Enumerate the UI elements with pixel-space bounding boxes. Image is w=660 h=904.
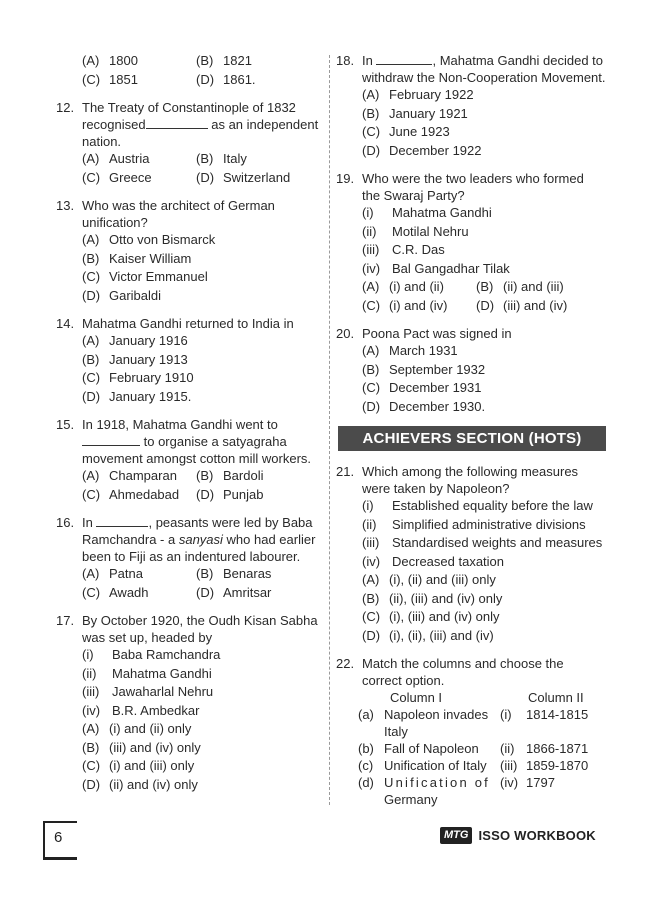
option-label: (A) (362, 279, 380, 294)
option-text: Awadh (109, 584, 149, 600)
option-text: 1821 (223, 53, 252, 68)
option-text: Bardoli (223, 468, 264, 483)
option-label: (C) (82, 758, 101, 773)
option-text: (iii) and (iv) only (109, 739, 201, 755)
question-text: the Swaraj Party? (362, 188, 465, 203)
match-value: 1797 (526, 775, 555, 790)
question-number: 12. (56, 100, 75, 115)
page-number: 6 (54, 829, 63, 846)
question-text: Who was the architect of German (82, 198, 275, 213)
option-label: (A) (82, 53, 100, 68)
option-label: (D) (362, 627, 381, 643)
column-header: Column I (390, 690, 443, 705)
q20-options (362, 342, 606, 416)
question-text-italic: sanyasi (178, 532, 223, 547)
option-text: December 1931 (389, 380, 482, 395)
column-divider (329, 55, 330, 805)
option-text: January 1913 (109, 351, 188, 367)
option-label: (D) (196, 71, 215, 87)
option-text: Kaiser William (109, 250, 192, 266)
option-label: (C) (82, 169, 101, 185)
right-column (336, 52, 606, 808)
option-label: (A) (82, 468, 100, 483)
match-value: 1859-1870 (526, 758, 589, 773)
row-text: Napoleon invades (384, 707, 489, 722)
question-text: In 1918, Mahatma Gandhi went to (82, 417, 278, 432)
q14-options (82, 332, 324, 406)
option-text: (i), (iii) and (iv) only (389, 609, 500, 624)
statement-label: (ii) (362, 223, 377, 239)
option-label: (C) (82, 584, 101, 600)
statement-label: (i) (82, 647, 94, 662)
question-text: Which among the following measures (362, 464, 579, 479)
row-text: Unification of Italy (384, 758, 487, 773)
option-label: (B) (82, 351, 100, 367)
q16-options (82, 565, 324, 602)
question-text: was set up, headed by (82, 630, 213, 645)
section-header: ACHIEVERS SECTION (HOTS) (338, 426, 606, 451)
option-text: (ii) and (iv) only (109, 776, 198, 792)
match-table (358, 689, 604, 808)
column-header: Column II (528, 690, 584, 705)
statement-label: (iii) (362, 242, 380, 257)
question-text: Poona Pact was signed in (362, 326, 512, 341)
question-text: Who were the two leaders who formed (362, 171, 584, 186)
option-label: (B) (82, 250, 100, 266)
question-number: 21. (336, 464, 355, 479)
option-label: (D) (196, 486, 215, 502)
question-19 (336, 170, 606, 204)
option-text: (i) and (ii) (389, 279, 444, 294)
answer-blank (146, 117, 208, 129)
option-label: (A) (82, 151, 100, 166)
question-number: 15. (56, 417, 75, 432)
option-text: Punjab (223, 486, 264, 502)
question-text: withdraw the Non-Cooperation Movement. (362, 70, 606, 85)
question-text: nation. (82, 134, 122, 149)
table-row (358, 757, 604, 774)
question-text: , peasants were led by Baba (148, 515, 313, 530)
footer-brand (440, 827, 596, 844)
option-text: (i), (ii) and (iii) only (389, 572, 496, 587)
question-text: to organise a satyagraha (143, 434, 287, 449)
statement-label: (iv) (82, 702, 101, 718)
option-label: (C) (82, 269, 101, 284)
option-text: Greece (109, 169, 152, 185)
question-17 (56, 612, 324, 646)
match-value: 1866-1871 (526, 741, 589, 756)
table-row (358, 706, 604, 740)
question-text: In (362, 53, 373, 68)
mtg-logo: MTG (440, 827, 472, 844)
question-text: as an independent (211, 117, 319, 132)
question-text: Match the columns and choose the (362, 656, 564, 671)
option-label: (D) (196, 584, 215, 600)
option-label: (B) (82, 739, 100, 755)
option-text: Victor Emmanuel (109, 269, 208, 284)
question-text: , Mahatma Gandhi decided to (432, 53, 604, 68)
option-text: December 1922 (389, 142, 482, 158)
question-22 (336, 655, 606, 689)
option-text: 1851 (109, 71, 138, 87)
option-label: (A) (362, 572, 380, 587)
option-text: January 1915. (109, 388, 192, 404)
option-label: (C) (82, 370, 101, 385)
statement-text: Simplified administrative divisions (392, 516, 586, 532)
statement-label: (iv) (362, 553, 381, 569)
statement-text: Mahatma Gandhi (112, 665, 212, 681)
question-text: By October 1920, the Oudh Kisan Sabha (82, 613, 318, 628)
answer-blank (82, 434, 140, 446)
question-number: 22. (336, 656, 355, 671)
statement-text: B.R. Ambedkar (112, 702, 200, 718)
row-text-continued: Italy (384, 724, 408, 739)
row-label: (b) (358, 741, 374, 756)
option-label: (C) (362, 297, 381, 313)
statement-text: C.R. Das (392, 242, 445, 257)
q11-options (82, 52, 324, 89)
question-number: 13. (56, 198, 75, 213)
statement-label: (iii) (82, 684, 100, 699)
statement-label: (iii) (362, 535, 380, 550)
row-label: (c) (358, 758, 374, 773)
q18-options (362, 86, 606, 160)
option-text: June 1923 (389, 124, 450, 139)
statement-text: Motilal Nehru (392, 223, 469, 239)
question-text: been to Fiji as an indentured labourer. (82, 549, 301, 564)
answer-blank (96, 515, 148, 527)
left-column (56, 52, 324, 794)
option-label: (A) (82, 721, 100, 736)
option-text: Ahmedabad (109, 486, 180, 502)
option-label: (D) (362, 142, 381, 158)
option-label: (D) (196, 169, 215, 185)
q21-statements (336, 497, 606, 571)
question-18 (336, 52, 606, 86)
option-label: (B) (196, 468, 214, 483)
q17-options (82, 720, 324, 794)
option-label: (A) (362, 87, 380, 102)
table-row (358, 740, 604, 757)
q19-statements (336, 204, 606, 278)
statement-label: (ii) (362, 516, 377, 532)
match-label: (iii) (500, 758, 518, 773)
question-number: 18. (336, 53, 355, 68)
option-label: (C) (362, 609, 381, 624)
option-label: (B) (196, 53, 214, 68)
option-text: Patna (109, 566, 143, 581)
option-label: (D) (362, 398, 381, 414)
option-label: (A) (82, 566, 100, 581)
question-number: 19. (336, 171, 355, 186)
option-text: February 1922 (389, 87, 474, 102)
q12-options (82, 150, 324, 187)
q13-options (82, 231, 324, 305)
question-12 (56, 99, 324, 150)
question-text: Ramchandra - a (82, 532, 176, 547)
option-label: (C) (82, 71, 101, 87)
option-label: (C) (82, 486, 101, 502)
option-text: September 1932 (389, 361, 486, 377)
match-label: (ii) (500, 741, 515, 756)
option-text: 1800 (109, 53, 138, 68)
question-text: movement amongst cotton mill workers. (82, 451, 312, 466)
option-text: Amritsar (223, 584, 272, 600)
match-value: 1814-1815 (526, 707, 589, 722)
option-label: (D) (82, 388, 101, 404)
option-text: January 1916 (109, 333, 188, 348)
statement-text: Decreased taxation (392, 553, 505, 569)
option-text: Otto von Bismarck (109, 232, 216, 247)
option-label: (A) (82, 232, 100, 247)
option-label: (B) (362, 105, 380, 121)
question-text: who had earlier (226, 532, 316, 547)
question-13 (56, 197, 324, 231)
answer-blank (376, 53, 432, 65)
question-text: Mahatma Gandhi returned to India in (82, 316, 294, 331)
option-text: (i) and (iii) only (109, 758, 195, 773)
q19-options (362, 278, 606, 315)
question-number: 16. (56, 515, 75, 530)
statement-label: (iv) (362, 260, 381, 276)
option-label: (B) (196, 566, 214, 581)
question-number: 14. (56, 316, 75, 331)
question-20 (336, 325, 606, 342)
statement-text: Bal Gangadhar Tilak (392, 260, 510, 276)
statement-label: (ii) (82, 665, 97, 681)
question-text: In (82, 515, 93, 530)
option-text: Italy (223, 151, 247, 166)
option-label: (C) (362, 124, 381, 139)
statement-text: Established equality before the law (392, 498, 593, 513)
statement-text: Mahatma Gandhi (392, 205, 492, 220)
row-label: (a) (358, 707, 374, 722)
option-label: (B) (362, 590, 380, 606)
statement-text: Standardised weights and measures (392, 535, 603, 550)
question-number: 20. (336, 326, 355, 341)
row-label: (d) (358, 775, 374, 790)
option-text: Austria (109, 151, 150, 166)
option-label: (D) (82, 287, 101, 303)
option-label: (B) (362, 361, 380, 377)
option-label: (D) (476, 297, 495, 313)
option-text: (ii) and (iii) (503, 279, 564, 294)
option-text: January 1921 (389, 105, 468, 121)
q21-options (362, 571, 606, 645)
question-text: correct option. (362, 673, 445, 688)
question-21 (336, 463, 606, 497)
option-text: February 1910 (109, 370, 194, 385)
option-text: (ii), (iii) and (iv) only (389, 590, 503, 606)
option-label: (B) (476, 279, 494, 294)
question-text: were taken by Napoleon? (362, 481, 510, 496)
question-text: The Treaty of Constantinople of 1832 (82, 100, 296, 115)
statement-label: (i) (362, 498, 374, 513)
option-label: (A) (82, 333, 100, 348)
row-text: Fall of Napoleon (384, 741, 479, 756)
match-label: (iv) (500, 775, 519, 790)
option-text: Garibaldi (109, 287, 162, 303)
row-text-continued: Germany (384, 792, 438, 807)
brand-title: ISSO WORKBOOK (478, 828, 596, 843)
statement-text: Jawaharlal Nehru (112, 684, 214, 699)
option-label: (A) (362, 343, 380, 358)
q15-options (82, 467, 324, 504)
option-text: (i) and (iv) (389, 297, 448, 313)
question-text: recognised (82, 117, 146, 132)
option-text: December 1930. (389, 398, 486, 414)
option-text: Switzerland (223, 169, 291, 185)
option-text: Champaran (109, 468, 177, 483)
statement-label: (i) (362, 205, 374, 220)
row-text: Unification of (384, 775, 490, 790)
q17-statements (56, 646, 324, 720)
option-text: 1861. (223, 71, 256, 87)
question-16 (56, 514, 324, 565)
match-label: (i) (500, 707, 512, 722)
statement-text: Baba Ramchandra (112, 647, 221, 662)
question-14 (56, 315, 324, 332)
table-row (358, 774, 604, 808)
question-number: 17. (56, 613, 75, 628)
option-label: (C) (362, 380, 381, 395)
option-text: Benaras (223, 566, 272, 581)
question-15 (56, 416, 324, 467)
option-text: (i) and (ii) only (109, 721, 192, 736)
option-label: (B) (196, 151, 214, 166)
question-text: unification? (82, 215, 148, 230)
option-label: (D) (82, 776, 101, 792)
option-text: (iii) and (iv) (503, 297, 568, 313)
option-text: (i), (ii), (iii) and (iv) (389, 627, 494, 643)
option-text: March 1931 (389, 343, 458, 358)
